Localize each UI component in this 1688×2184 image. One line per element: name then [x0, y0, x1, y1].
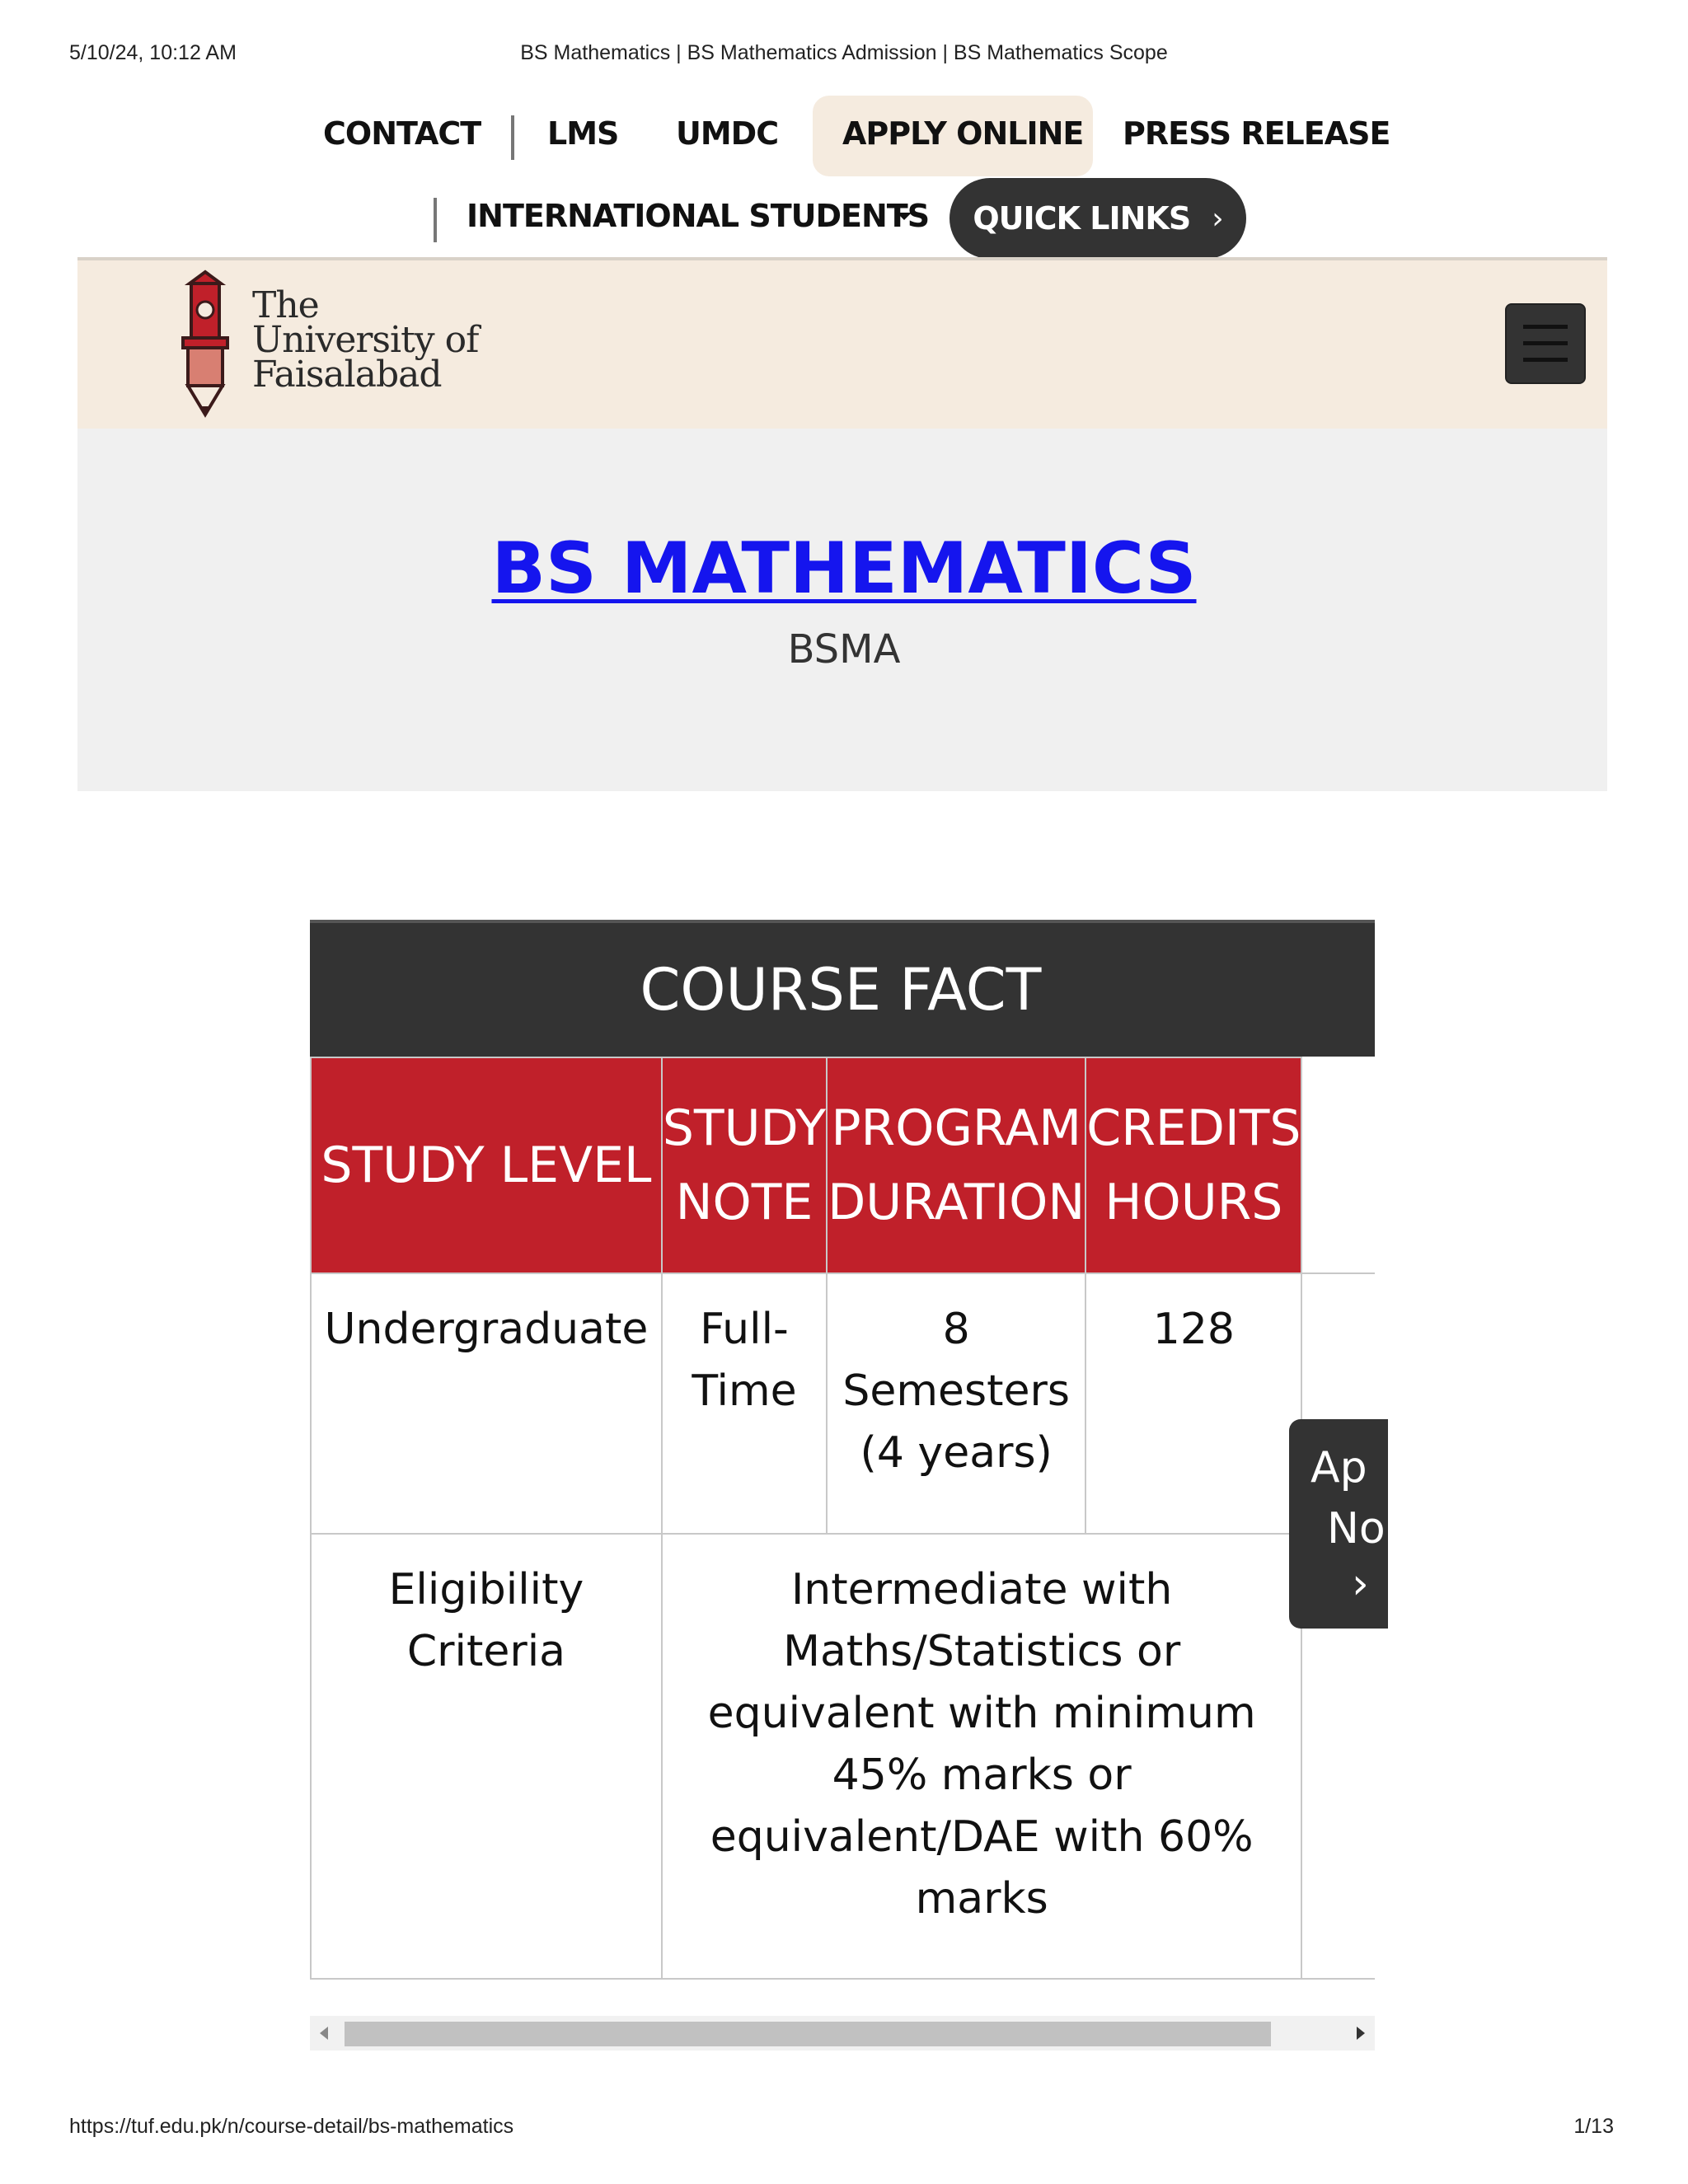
apply-now-floating-tab[interactable] — [1289, 1419, 1388, 1629]
print-url: https://tuf.edu.pk/n/course-detail/bs-mathematics — [69, 2115, 514, 2138]
print-page-title: BS Mathematics | BS Mathematics Admission | BS Mathematics Scope — [520, 41, 1168, 64]
header-program-duration — [827, 1057, 1085, 1273]
nav-divider — [511, 115, 514, 160]
header-study-note — [662, 1057, 827, 1273]
header-text: HOURS — [1104, 1174, 1283, 1231]
nav-press-release-link[interactable]: PRESS RELEASE — [1123, 115, 1390, 152]
hero-banner — [77, 429, 1607, 791]
cell-text: equivalent with minimum — [707, 1689, 1256, 1738]
cell-text: 8 — [942, 1305, 970, 1354]
scroll-left-icon[interactable] — [320, 2027, 328, 2040]
cell-text: equivalent/DAE with 60% — [710, 1812, 1254, 1862]
hamburger-menu-button[interactable] — [1505, 303, 1586, 384]
cell-study-level: Undergraduate — [311, 1273, 662, 1534]
nav-contact-link[interactable]: CONTACT — [323, 115, 481, 152]
cell-text: Semesters — [842, 1366, 1070, 1416]
logo-text-line: University of — [252, 319, 479, 361]
cell-text: Criteria — [406, 1627, 566, 1676]
logo-text-line: Faisalabad — [252, 354, 442, 396]
page-title[interactable]: BS MATHEMATICS — [491, 527, 1197, 610]
table-row — [311, 1273, 1375, 1534]
menu-bar — [1523, 325, 1568, 329]
print-datetime: 5/10/24, 10:12 AM — [69, 41, 237, 64]
header-study-level: STUDY LEVEL — [311, 1057, 662, 1273]
caret-down-icon — [897, 213, 912, 220]
nav-umdc-link[interactable]: UMDC — [676, 115, 779, 152]
nav-lms-link[interactable]: LMS — [547, 115, 619, 152]
cell-text: 45% marks or — [832, 1750, 1132, 1800]
cell-text: Full- — [700, 1305, 789, 1354]
table-row — [311, 1534, 1375, 1979]
nav-international-students-dropdown[interactable]: INTERNATIONAL STUDENTS — [467, 198, 930, 234]
header-text: CREDITS — [1086, 1099, 1301, 1157]
scroll-right-icon[interactable] — [1357, 2027, 1365, 2040]
apply-tab-text: No — [1327, 1504, 1386, 1554]
cell-text: Eligibility — [388, 1565, 584, 1615]
table-overflow-cell — [1301, 1057, 1375, 1273]
menu-bar — [1523, 341, 1568, 345]
cell-text: Maths/Statistics or — [783, 1627, 1181, 1676]
print-page-number: 1/13 — [1573, 2115, 1614, 2138]
scrollbar-thumb[interactable] — [345, 2022, 1271, 2046]
logo-text-line: The — [252, 284, 319, 326]
nav-divider — [434, 198, 437, 242]
cell-eligibility-value — [662, 1534, 1302, 1979]
table-header-row — [311, 1057, 1375, 1273]
cell-program-duration — [827, 1273, 1085, 1534]
chevron-right-icon: › — [1212, 201, 1223, 236]
chevron-right-icon: › — [1352, 1559, 1369, 1609]
course-fact-heading: COURSE FACT — [310, 920, 1375, 1057]
cell-text: marks — [915, 1874, 1048, 1924]
cell-credits-hours: 128 — [1085, 1273, 1301, 1534]
cell-text: Intermediate with — [790, 1565, 1173, 1615]
header-text: DURATION — [828, 1174, 1085, 1231]
header-credits-hours — [1085, 1057, 1301, 1273]
cell-eligibility-label — [311, 1534, 662, 1979]
header-text: PROGRAM — [831, 1099, 1082, 1157]
cell-study-note — [662, 1273, 827, 1534]
header-text: NOTE — [675, 1174, 814, 1231]
header-text: STUDY — [662, 1099, 827, 1157]
quick-links-label: QUICK LINKS — [973, 200, 1191, 237]
menu-bar — [1523, 358, 1568, 362]
course-fact-table — [310, 1057, 1375, 1980]
pencil-tower-icon — [183, 272, 227, 415]
cell-text: (4 years) — [860, 1428, 1053, 1478]
course-fact-table-container[interactable] — [310, 920, 1386, 1985]
cell-text: Time — [692, 1366, 797, 1416]
apply-tab-text: Ap — [1311, 1443, 1367, 1493]
quick-links-button[interactable] — [950, 178, 1246, 259]
nav-apply-online-link[interactable]: APPLY ONLINE — [842, 115, 1084, 152]
university-name — [252, 284, 479, 396]
program-code: BSMA — [787, 626, 901, 673]
